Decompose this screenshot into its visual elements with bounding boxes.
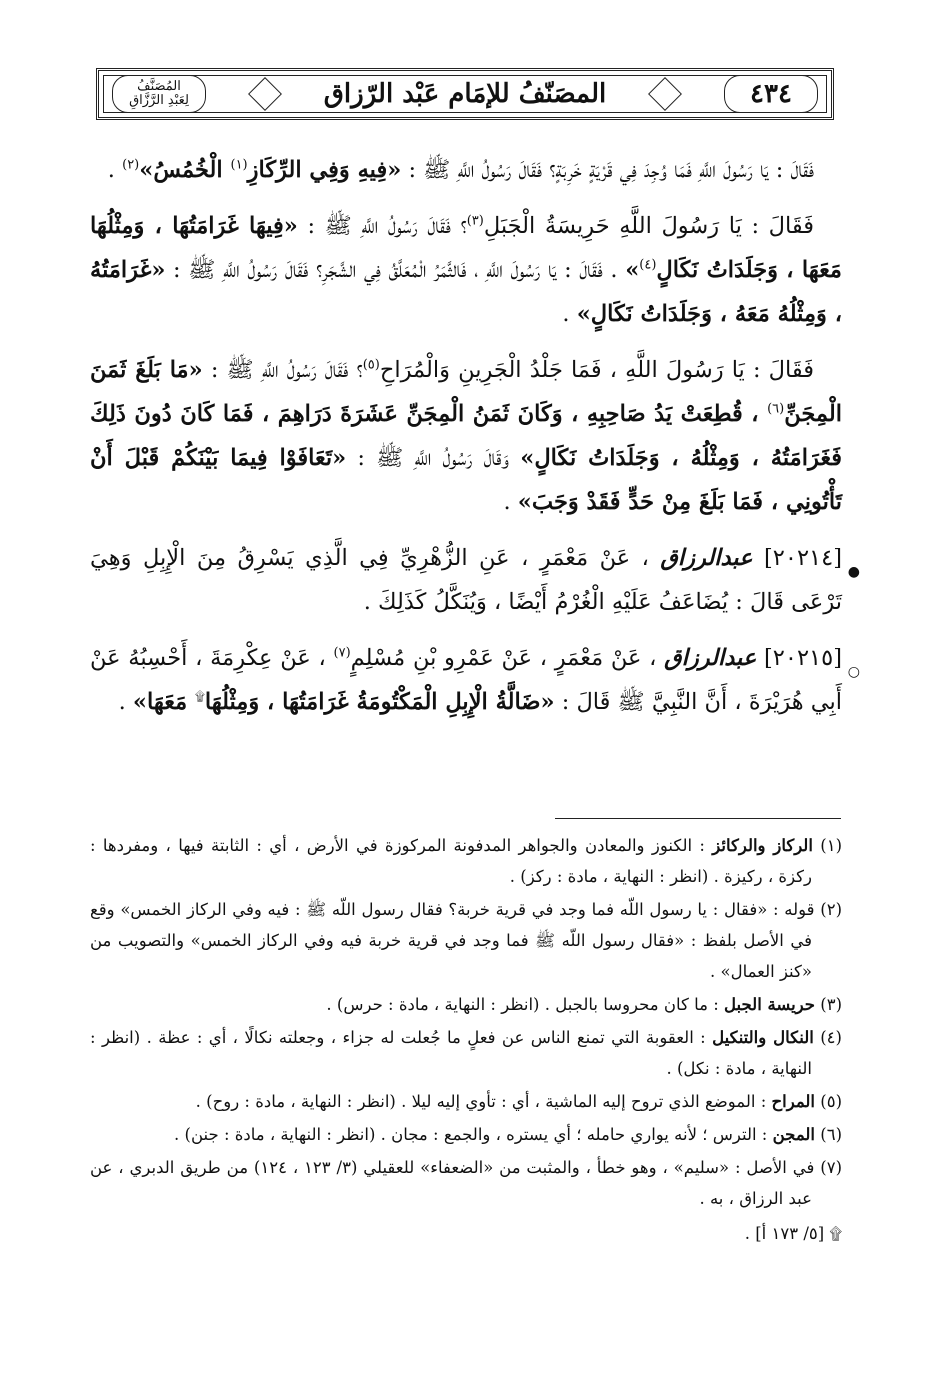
prophetic-quote: «تَعَافَوْا فِيمَا بَيْنَكُمْ قَبْلَ أَنْ تَأْتُونِي ، فَمَا بَلَغَ مِنْ حَدٍّ فَقَدْ وَجَبَ» (90, 445, 842, 515)
text-segment: ؟ فَقَالَ رَسُولُ اللَّهِ ﷺ : (297, 213, 467, 239)
narrator-name: عبدالرزاق (660, 545, 753, 571)
footnote-text: : ما كان محروسا بالجبل . (انظر : النهاية ، مادة : حرس) . (326, 995, 725, 1014)
footnote-number: (٥) (820, 1092, 842, 1111)
page-header (96, 68, 834, 120)
text-segment: . (118, 689, 133, 715)
footnote-text: : الترس ؛ لأنه يواري حامله ؛ أي يستره ، والجمع : مجان . (انظر : النهاية ، مادة : جنن) . (174, 1125, 773, 1144)
text-segment: ؟ فَقَالَ رَسُولُ اللَّهِ ﷺ : (202, 357, 363, 383)
prophetic-quote: الْخُمُسُ» (139, 157, 231, 183)
text-segment: فَقَالَ : يَا رَسُولَ اللَّهِ ، فَمَا جَلْدُ الْجَرِينِ وَالْمُرَاحِ (379, 357, 814, 383)
footnote-text: : العقوبة التي تمنع الناس عن فعلٍ ما جُعلت له جزاء ، وجعلته نكالًا ، أي : عظة . (انظر : النهاية ، مادة : نكل) . (90, 1028, 812, 1078)
footnote-ref: (١) (230, 157, 248, 173)
book-seal (112, 75, 206, 113)
footnote-ref: (٥) (362, 357, 380, 373)
footnote-ref: (٣) (466, 213, 484, 229)
footnote (90, 1119, 842, 1150)
prophetic-quote: ، قُطِعَتْ يَدُ صَاحِبِهِ ، وَكَانَ ثَمَنُ الْمِجَنِّ عَشَرَةَ دَرَاهِمَ ، فَمَا كَانَ دُونَ ذَلِكَ فَغَرَامَتُهُ ، وَمِثْلُهُ ، وَجَلَدَاتُ نَكَالٍ» (90, 401, 842, 471)
footnote-term: المراح (771, 1092, 815, 1111)
hadith-entry (90, 636, 860, 724)
manuscript-mark-icon: ۩ (194, 689, 205, 705)
prophetic-quote: «مَا بَلَغَ ثَمَنَ الْمِجَنِّ (90, 357, 842, 427)
footnote-number: (٦) (820, 1125, 842, 1144)
prophetic-quote: «فِيهِ وَفِي الرِّكَازِ (247, 157, 402, 183)
footnote-divider (555, 818, 841, 819)
text-segment: ، عَنْ مَعْمَرٍ ، عَنْ عَمْرِو بْنِ مُسْلِمٍ (350, 645, 665, 671)
footnote-text: في الأصل : «سليم» ، وهو خطأ ، والمثبت من «الضعفاء» للعقيلي (٣/ ١٢٣ ، ١٢٤) من طريق الدبري ، عن عبد الرزاق ، به . (90, 1158, 815, 1208)
footnote (90, 989, 842, 1020)
paragraph (90, 148, 842, 192)
text-segment: وَقَالَ رَسُولُ اللَّهِ ﷺ : (346, 445, 521, 471)
footnote (90, 830, 842, 892)
footnote-ref: (٢) (122, 157, 140, 173)
ornament-icon (648, 77, 682, 111)
prophetic-quote: «غَرَامَتُهُ ، وَمِثْلُهُ مَعَهُ ، وَجَلَدَاتُ نَكَالٍ» (90, 257, 842, 327)
prophetic-quote: » (625, 257, 640, 283)
footnote-ref: (٧) (333, 645, 351, 661)
manuscript-page-ref: ۩ [٥/ ١٧٣ أ] . (744, 1224, 842, 1243)
footnote-number: (١) (820, 836, 842, 855)
footnote-number: (٧) (820, 1158, 842, 1177)
footnote-number: (٣) (820, 995, 842, 1014)
text-segment: . (503, 489, 518, 515)
hadith-number: [٢٠٢١٥] (764, 645, 843, 671)
prophetic-quote: مَعَهَا» (132, 689, 195, 715)
seal-line-1: المُصَنَّفُ (137, 79, 181, 94)
text-segment: ، عَنْ مَعْمَرٍ ، عَنِ الزُّهْرِيِّ فِي الَّذِي يَسْرِقُ مِنَ الْإِبِلِ وَهِيَ تَرْعَى قَالَ : يُضَاعَفُ عَلَيْهِ الْغُرْمُ أَيْضًا ، وَيُنَكَّلُ كَذَلِكَ . (90, 545, 842, 615)
footnotes (90, 830, 842, 1251)
text-segment: . (107, 157, 123, 183)
text-segment: ، عَنْ عِكْرِمَةَ ، أَحْسِبُهُ عَنْ أَبِي هُرَيْرَةَ ، أَنَّ النَّبِيَّ ﷺ قَالَ : (90, 645, 842, 715)
hadith-marker-icon: ○ (847, 664, 860, 680)
footnote (90, 1022, 842, 1084)
ornament-icon (248, 77, 282, 111)
footnote (90, 894, 842, 987)
footnote-number: (٢) (820, 900, 842, 919)
footnote-ref: (٤) (639, 257, 657, 273)
prophetic-quote: «ضَالَّةُ الْإِبِلِ الْمَكْتُومَةُ غَرَامَتُهَا ، وَمِثْلُهَا (204, 689, 555, 715)
prophetic-quote: «فِيهَا غَرَامَتُهَا ، وَمِثْلُهَا مَعَهَا ، وَجَلَدَاتُ نَكَالٍ (90, 213, 842, 283)
page-number: ٤٣٤ (724, 75, 818, 113)
footnote-text: : الكنوز والمعادن والجواهر المدفونة المركوزة في الأرض ، أي : الثابتة فيها ، ومفردها : ركزة ، ركيزة . (انظر : النهاية ، مادة : ركز) . (90, 836, 812, 886)
text-segment: فَقَالَ : يَا رَسُولَ اللَّهِ فَمَا وُجِدَ فِي قَرْيَةٍ خَرِبَةٍ؟ فَقَالَ رَسُولُ اللَّهِ ﷺ : (401, 157, 814, 183)
footnote (90, 1086, 842, 1117)
narrator-name: عبدالرزاق (664, 645, 757, 671)
footnote-term: النكال والتنكيل (712, 1028, 814, 1047)
main-text (90, 148, 860, 736)
paragraph (90, 348, 842, 524)
footnote-text: : الموضع الذي تروح إليه الماشية ، أي : تأوي إليه ليلا . (انظر : النهاية ، مادة : روح) . (195, 1092, 772, 1111)
text-segment: فَقَالَ : يَا رَسُولَ اللَّهِ حَرِيسَةُ الْجَبَلِ (483, 213, 814, 239)
book-title: المصَنّفُ للإمَام عَبْد الرّزاق (323, 79, 607, 109)
hadith-number: [٢٠٢١٤] (764, 545, 842, 571)
paragraph (90, 204, 842, 336)
footnote-term: الركاز والركائز (712, 836, 813, 855)
footnote-ref: (٦) (767, 401, 785, 417)
text-segment: . فَقَالَ : يَا رَسُولَ اللَّهِ ، فَالثَّمَرُ الْمُعَلَّقُ فِي الشَّجَرِ؟ فَقَالَ رَسُولُ اللَّهِ ﷺ : (165, 257, 626, 283)
footnote-text: قوله : «فقال : يا رسول اللّه فما وجد في قرية خربة؟ فقال رسول اللّه ﷺ : فيه وفي الركاز الخمس» وقع في الأصل بلفظ : «فقال رسول اللّه ﷺ فما وجد في قرية خربة فيه وفي الركاز الخمس» والتصويب من «كنز العمال» . (90, 900, 815, 981)
footnote-term: حريسة الجبل (724, 995, 815, 1014)
hadith-entry (90, 536, 860, 624)
footnote-number: (٤) (820, 1028, 842, 1047)
footnote (90, 1152, 842, 1214)
text-segment: . (562, 301, 577, 327)
footnote-term: المجن (772, 1125, 815, 1144)
header-frame (103, 75, 827, 113)
hadith-marker-icon: ● (847, 564, 860, 580)
seal-line-2: لِعَبْدِ الرَّزَّاقِ (129, 93, 189, 108)
